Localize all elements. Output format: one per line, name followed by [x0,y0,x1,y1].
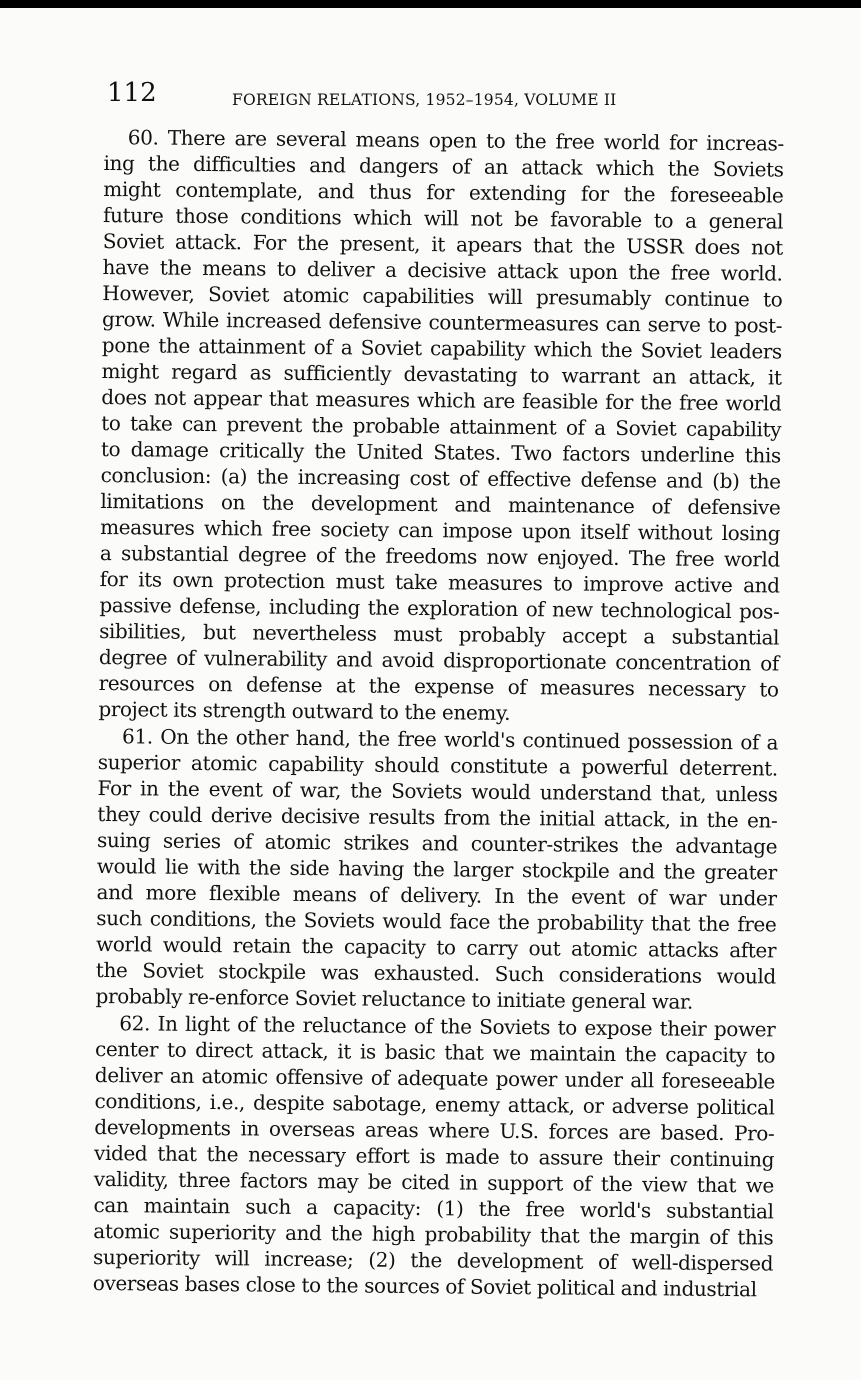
text-line: 60. There are several means open to the free world for increas- [127,125,784,156]
text-line: might regard as sufficiently devastating to warrant an attack, it [101,358,782,390]
text-line: deliver an atomic offensive of adequate power under all foreseeable [94,1062,775,1094]
text-line: measures which free society can impose upon itself without losing [100,514,781,546]
text-line: and more flexible means of delivery. In the event of war under [96,879,777,911]
text-line: center to direct attack, it is basic that we maintain the capacity to [95,1036,776,1068]
text-line: a substantial degree of the freedoms now enjoyed. The free world [99,540,780,572]
text-line: atomic superiority and the high probability that the margin of this [93,1218,774,1250]
text-line: vided that the necessary effort is made to assure their continuing [94,1140,775,1172]
text-line: degree of vulnerability and avoid disproportionate concentration of [98,644,779,676]
text-line: limitations on the development and maintenance of defensive [100,488,781,520]
text-line: suing series of atomic strikes and counter-strikes the advantage [97,827,778,859]
text-line: passive defense, including the exploration of new technological pos- [99,592,780,624]
text-line: future those conditions which will not be favorable to a general [103,202,784,234]
text-line: conclusion: (a) the increasing cost of effective defense and (b) the [100,462,781,494]
running-head: FOREIGN RELATIONS, 1952–1954, VOLUME II [232,91,617,109]
body-text [93,124,784,1302]
text-line: ing the difficulties and dangers of an attack which the Soviets [103,150,784,182]
text-line: 61. On the other hand, the free world's continued possession of a [122,724,779,755]
text-line: to take can prevent the probable attainment of a Soviet capability [101,410,782,442]
text-line: Soviet attack. For the present, it apears that the USSR does not [102,228,783,260]
text-line: they could derive decisive results from the initial attack, in the en- [97,801,778,833]
text-line: overseas bases close to the sources of Soviet political and industrial [92,1270,757,1302]
text-line: For in the event of war, the Soviets would understand that, unless [97,775,778,807]
text-line: does not appear that measures which are feasible for the free world [101,384,782,416]
text-line: resources on defense at the expense of measures necessary to [98,670,779,702]
text-line: pone the attainment of a Soviet capability which the Soviet leaders [101,332,782,364]
text-line: can maintain such a capacity: (1) the free world's substantial [93,1192,774,1224]
paragraph-61 [96,723,779,1016]
text-line: validity, three factors may be cited in support of the view that we [93,1166,774,1198]
text-line: project its strength outward to the enemy. [98,696,511,725]
text-line: to damage critically the United States. Two factors underline this [100,436,781,468]
page-number: 112 [107,78,157,108]
text-line: world would retain the capacity to carry out atomic attacks after [96,931,777,963]
text-line: the Soviet stockpile was exhausted. Such considerations would [95,957,776,989]
text-line: superiority will increase; (2) the development of well-dispersed [93,1244,774,1276]
text-line: superior atomic capability should constitute a powerful deterrent. [97,749,778,781]
text-line: for its own protection must take measures to improve active and [99,566,780,598]
text-line: grow. While increased defensive countermeasures can serve to post- [102,306,783,338]
text-line: might contemplate, and thus for extending for the foreseeable [103,176,784,208]
text-line: have the means to deliver a decisive attack upon the free world. [102,254,783,286]
text-line: developments in overseas areas where U.S. forces are based. Pro- [94,1114,775,1146]
text-line: probably re-enforce Soviet reluctance to initiate general war. [95,983,694,1014]
text-line: sibilities, but nevertheless must probably accept a substantial [99,618,780,650]
text-line: such conditions, the Soviets would face the probability that the free [96,905,777,937]
text-line: 62. In light of the reluctance of the Soviets to expose their power [119,1011,776,1042]
text-line: However, Soviet atomic capabilities will presumably continue to [102,280,783,312]
text-line: conditions, i.e., despite sabotage, enemy attack, or adverse political [94,1088,775,1120]
paragraph-60 [98,124,784,728]
paragraph-62 [93,1010,776,1303]
text-line: would lie with the side having the larger stockpile and the greater [96,853,777,885]
